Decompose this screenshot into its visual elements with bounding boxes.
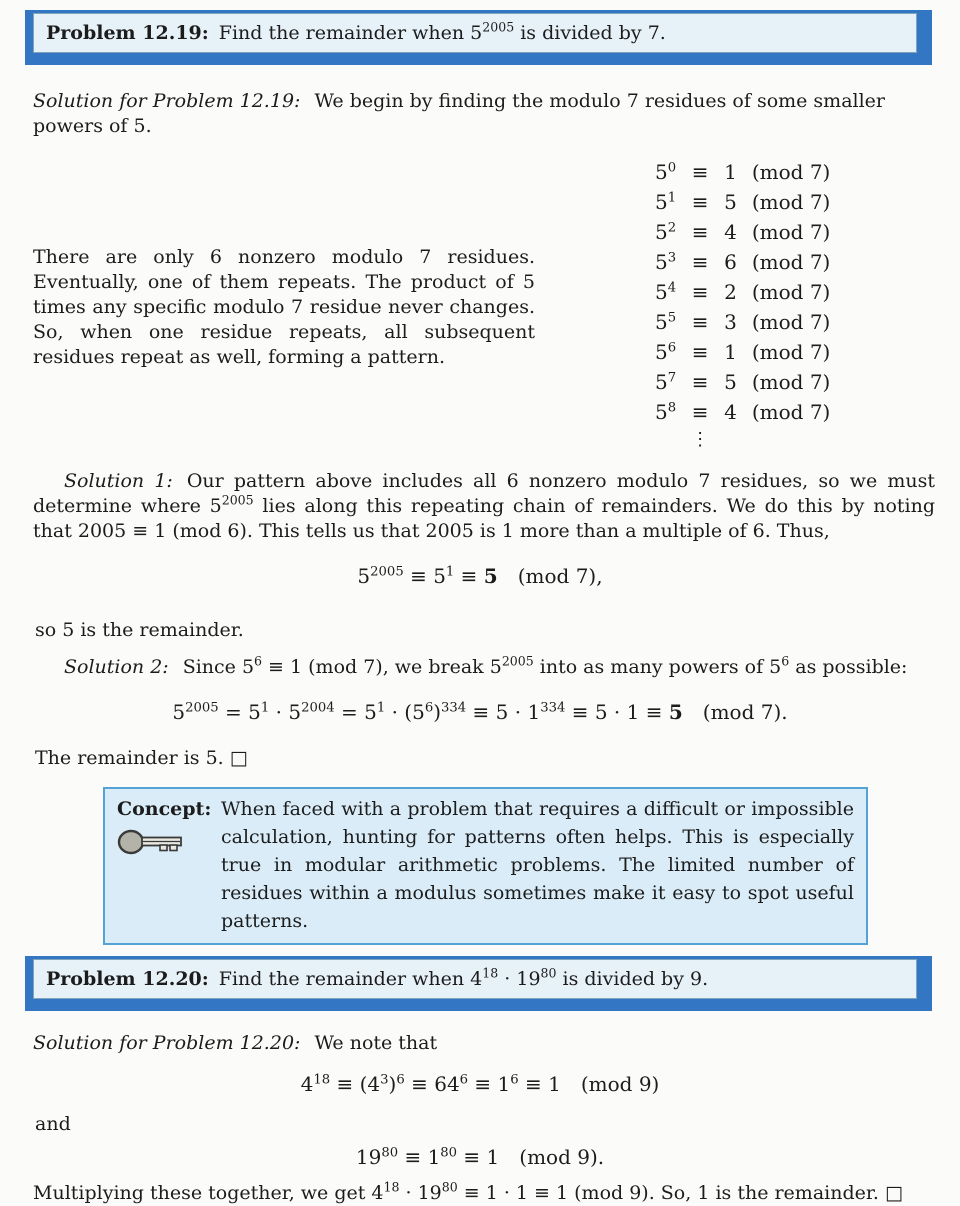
mod-cell: (mod 7) [751, 190, 831, 214]
power-cell: $5^2$ [655, 220, 677, 244]
solution-12-19-intro [33, 89, 935, 139]
equiv-cell: ≡ [691, 160, 709, 184]
solution-1-conclusion: so 5 is the remainder. [35, 619, 244, 641]
mod-cell: (mod 7) [751, 340, 831, 364]
solution-1-paragraph [33, 469, 935, 544]
power-cell: $5^5$ [655, 310, 677, 334]
solution-12-20-equation-2: $19^{80} \equiv 1^{80} \equiv 1$ (mod 9). [355, 1145, 605, 1169]
equiv-cell: ≡ [691, 400, 709, 424]
problem-12-19-statement: Find the remainder when $5^{2005}$ is divided by 7. [218, 19, 666, 44]
equiv-cell: ≡ [691, 370, 709, 394]
spacer [752, 427, 831, 453]
concept-label-column [117, 795, 221, 935]
connector-and: and [35, 1113, 71, 1135]
equiv-cell: ≡ [691, 310, 709, 334]
value-cell: 1 [724, 160, 737, 184]
problem-12-19-label: Problem 12.19: [46, 22, 209, 44]
solution-12-20-conclusion: Multiplying these together, we get $4^{18} \cdot 19^{80} \equiv 1 \cdot 1 \equiv 1$ (mod 9). So, 1 is the remainder. □ [33, 1179, 903, 1204]
solution-12-20-intro [33, 1031, 935, 1056]
spacer [724, 427, 737, 453]
residue-table [655, 157, 830, 453]
solution-2-lead: Solution 2: [64, 656, 169, 678]
equiv-cell: ≡ [691, 250, 709, 274]
residues-explanation: There are only 6 nonzero modulo 7 residues. Eventually, one of them repeats. The product of 5 times any specific modulo 7 residue never changes. So, when one residue repeats, all subsequent residues repeat as well, forming a pattern. [33, 246, 535, 368]
equiv-cell: ≡ [691, 340, 709, 364]
mod-cell: (mod 7) [751, 280, 831, 304]
value-cell: 1 [724, 340, 737, 364]
solution-2-text: Since $5^6 \equiv 1$ (mod 7), we break $5^{2005}$ into as many powers of $5^6$ as possible: [182, 653, 908, 678]
mod-cell: (mod 7) [751, 400, 831, 424]
value-cell: 6 [724, 250, 737, 274]
concept-label: Concept: [117, 798, 212, 820]
mod-cell: (mod 7) [751, 250, 831, 274]
value-cell: 4 [724, 220, 737, 244]
equiv-cell: ≡ [691, 280, 709, 304]
spacer [655, 427, 676, 453]
power-cell: $5^0$ [655, 160, 677, 184]
power-cell: $5^3$ [655, 250, 677, 274]
problem-12-19-box [33, 13, 917, 53]
value-cell: 4 [724, 400, 737, 424]
solution-12-19-intro-text: We begin by finding the modulo 7 residues of some smaller powers of 5. [33, 90, 886, 137]
solution-1-text: Our pattern above includes all 6 nonzero modulo 7 residues, so we must determine where $5^{2005}$ lies along this repeating chain of remainders. We do this by noting that 2005 ≡ 1 (mod 6). This tells us that 2005 is 1 more than a multiple of 6. Thus, [33, 470, 935, 542]
mod-cell: (mod 7) [751, 310, 831, 334]
value-cell: 3 [724, 310, 737, 334]
solution-12-20-lead: Solution for Problem 12.20: [33, 1032, 301, 1054]
mod-cell: (mod 7) [751, 220, 831, 244]
value-cell: 2 [724, 280, 737, 304]
solution-1-lead: Solution 1: [64, 470, 173, 492]
power-cell: $5^1$ [655, 190, 677, 214]
power-cell: $5^4$ [655, 280, 677, 304]
value-cell: 5 [724, 190, 737, 214]
solution-12-20-equation-1: $4^{18} \equiv (4^3)^6 \equiv 64^6 \equiv 1^6 \equiv 1$ (mod 9) [300, 1072, 660, 1096]
mod-cell: (mod 7) [751, 370, 831, 394]
equiv-cell: ≡ [691, 220, 709, 244]
concept-text: When faced with a problem that requires a difficult or impossible calculation, hunting for patterns often helps. This is especially true in modular arithmetic problems. The limited number of residues within a modulus sometimes make it easy to spot useful patterns. [221, 798, 854, 932]
power-cell: $5^6$ [655, 340, 677, 364]
equiv-cell: ≡ [691, 190, 709, 214]
problem-12-20-box [33, 959, 917, 999]
solution-2-paragraph [33, 655, 935, 680]
value-cell: 5 [724, 370, 737, 394]
concept-box [103, 787, 868, 945]
solution-2-equation: $5^{2005} = 5^1 \cdot 5^{2004} = 5^1 \cdot (5^6)^{334} \equiv 5 \cdot 1^{334} \equiv 5 \cdot 1 \equiv 5$ (mod 7). [172, 700, 788, 724]
solution-2-conclusion: The remainder is 5. □ [35, 747, 248, 769]
power-cell: $5^8$ [655, 400, 677, 424]
solution-1-equation: $5^{2005} \equiv 5^1 \equiv 5$ (mod 7), [357, 564, 603, 588]
power-cell: $5^7$ [655, 370, 677, 394]
solution-12-20-intro-text: We note that [314, 1032, 438, 1054]
pattern-section [33, 157, 935, 453]
mod-cell: (mod 7) [751, 160, 831, 184]
key-icon [117, 827, 187, 859]
solution-12-19-lead: Solution for Problem 12.19: [33, 90, 301, 112]
problem-12-20-label: Problem 12.20: [46, 968, 209, 990]
problem-12-20-statement: Find the remainder when $4^{18} \cdot 19^{80}$ is divided by 9. [218, 965, 709, 990]
vertical-ellipsis: ⋮ [691, 429, 710, 450]
